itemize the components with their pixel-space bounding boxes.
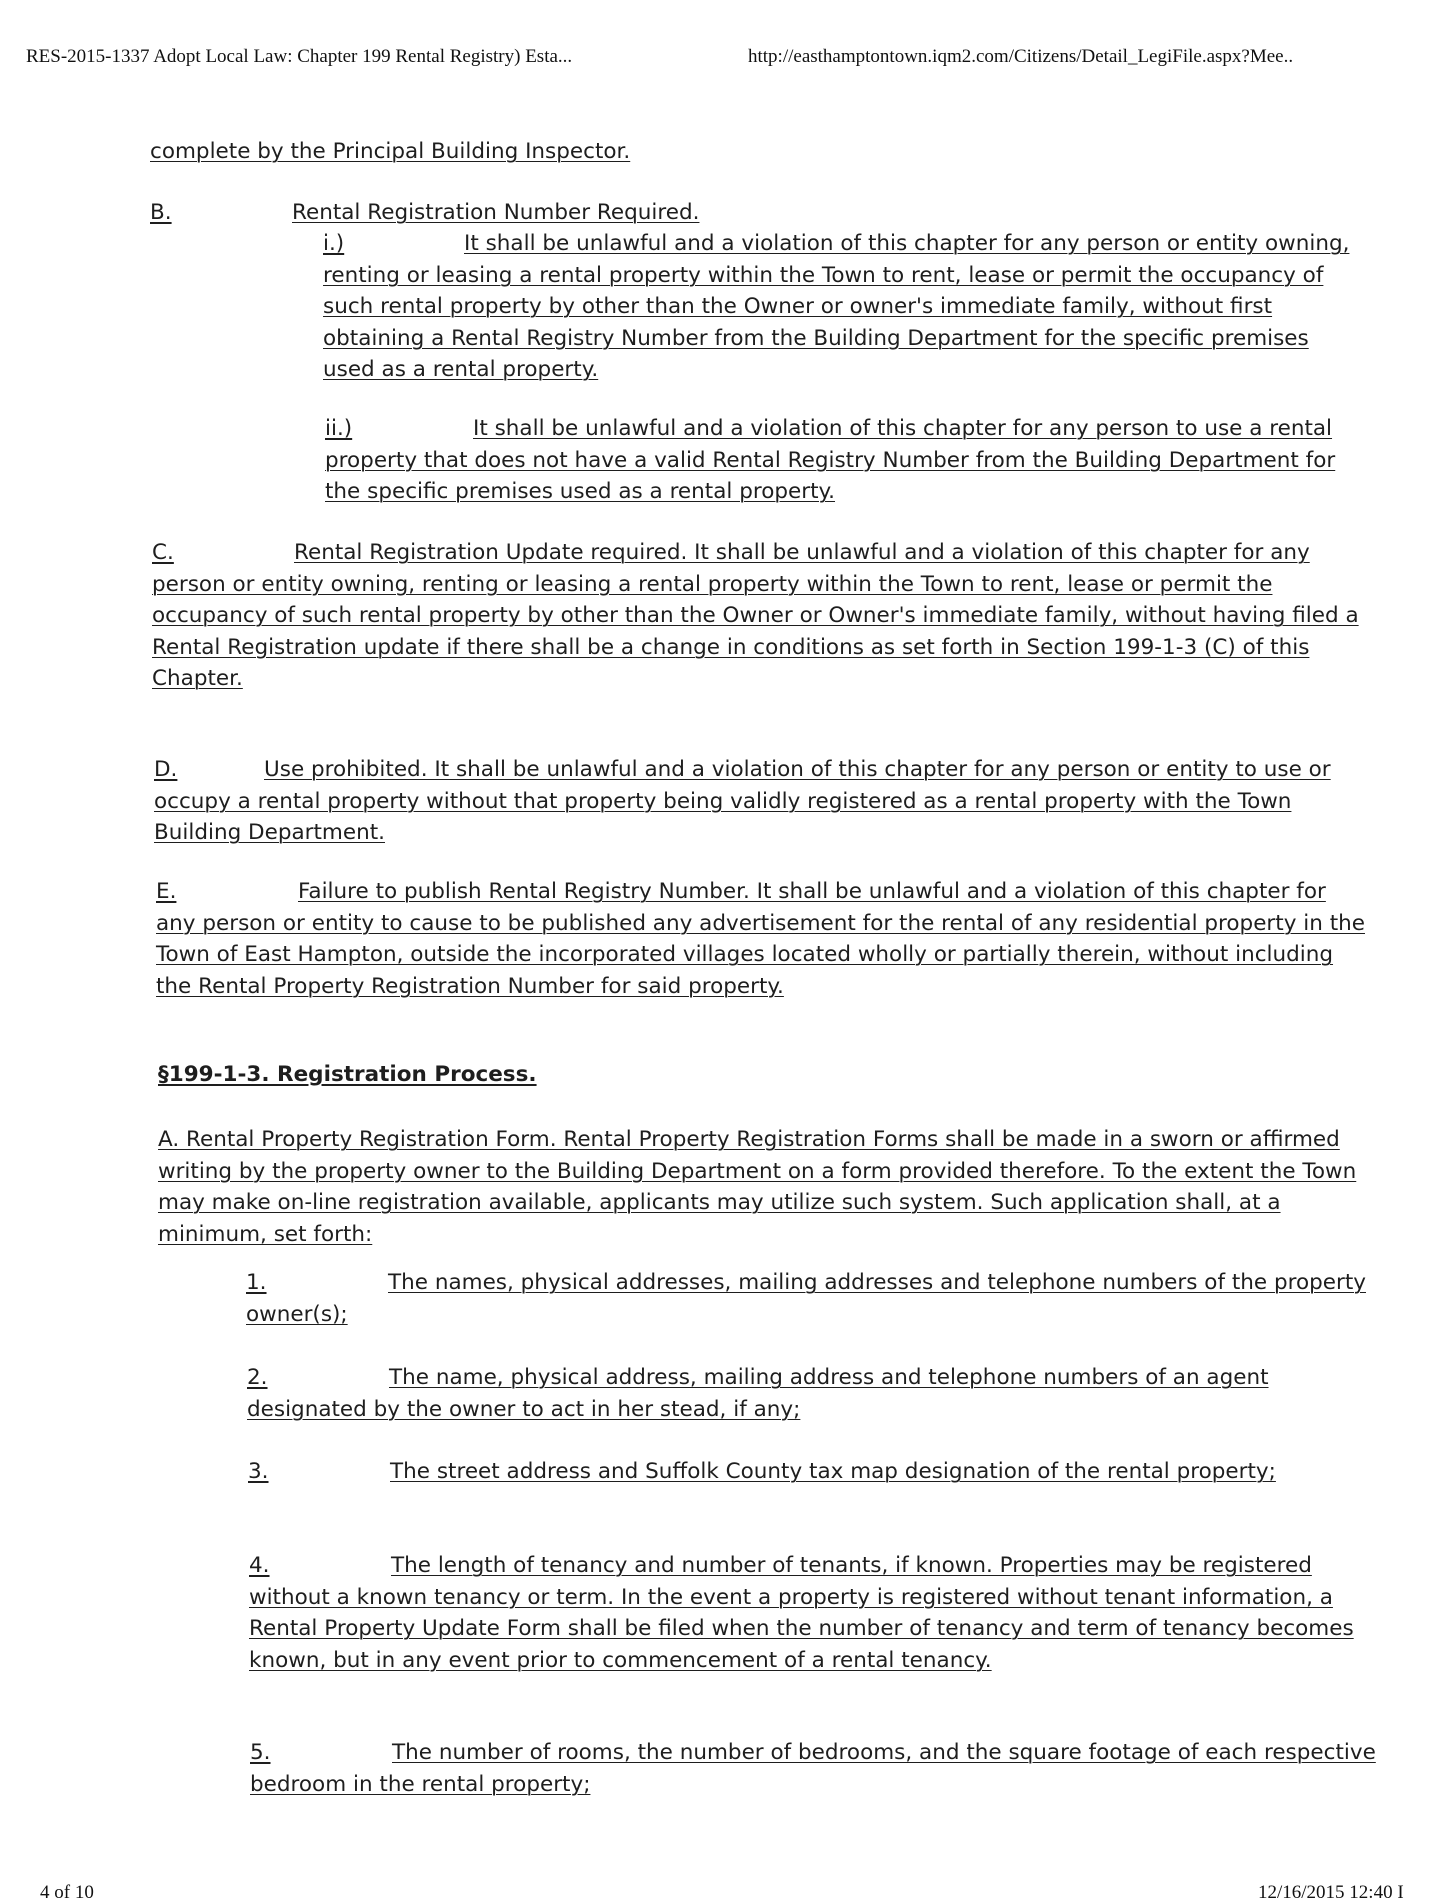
section-b-i-label: i.) [323,231,345,256]
list-item-4 [249,1550,1379,1676]
list-item-4-num: 4. [249,1553,270,1578]
section-e [156,876,1366,1002]
section-b-ii [325,413,1361,508]
list-item-2-num: 2. [247,1365,268,1390]
list-item-3-num: 3. [248,1459,269,1484]
list-item-1-text: The names, physical addresses, mailing addresses and telephone numbers of the property owner(s); [246,1270,1366,1327]
section-e-text: Failure to publish Rental Registry Number. It shall be unlawful and a violation of this chapter for any person or entity to cause to be published any advertisement for the rental of any residential property in the Town of East Hampton, outside the incorporated villages located wholly or partially therein, without including the Rental Property Registration Number for said property. [156,879,1365,999]
list-item-3-text: The street address and Suffolk County tax map designation of the rental property; [390,1459,1276,1484]
section-a [158,1124,1376,1250]
section-b-i [323,228,1359,386]
page-number: 4 of 10 [40,1882,94,1903]
list-item-5-num: 5. [250,1740,271,1765]
section-199-1-3-heading: §199-1-3. Registration Process. [158,1062,537,1087]
section-b-label: B. [150,200,172,225]
section-d-text: Use prohibited. It shall be unlawful and a violation of this chapter for any person or entity to use or occupy a rental property without that property being validly registered as a rental property with the Town Building Department. [154,757,1331,845]
section-b-ii-text: It shall be unlawful and a violation of this chapter for any person to use a rental property that does not have a valid Rental Registry Number from the Building Department for the specific premises used as a rental property. [325,416,1336,504]
section-c-text: Rental Registration Update required. It shall be unlawful and a violation of this chapter for any person or entity owning, renting or leasing a rental property within the Town to rent, lease or permit the occupancy of such rental property by other than the Owner or Owner's immediate family, without having filed a Rental Registration update if there shall be a change in conditions as set forth in Section 199-1-3 (C) of this Chapter. [152,540,1359,691]
section-d [154,754,1362,849]
section-b-ii-label: ii.) [325,416,353,441]
section-a-text: A. Rental Property Registration Form. Rental Property Registration Forms shall be made in a sworn or affirmed writing by the property owner to the Building Department on a form provided therefore. To the extent the Town may make on-line registration available, applicants may utilize such system. Such application shall, at a minimum, set forth: [158,1127,1357,1247]
section-c-label: C. [152,540,174,565]
list-item-2 [247,1362,1377,1425]
section-d-label: D. [154,757,178,782]
continuation-line: complete by the Principal Building Inspector. [150,139,631,164]
list-item-3 [248,1456,1378,1488]
print-header-url: http://easthamptontown.iqm2.com/Citizens/Detail_LegiFile.aspx?Mee.. [748,46,1294,67]
list-item-1 [246,1267,1376,1330]
list-item-5 [250,1737,1380,1800]
section-b-i-text: It shall be unlawful and a violation of this chapter for any person or entity owning, renting or leasing a rental property within the Town to rent, lease or permit the occupancy of such rental property by other than the Owner or owner's immediate family, without first obtaining a Rental Registry Number from the Building Department for the specific premises used as a rental property. [323,231,1350,382]
section-b-title: Rental Registration Number Required. [292,200,700,225]
section-b-heading [150,197,1350,229]
list-item-4-text: The length of tenancy and number of tenants, if known. Properties may be registered without a known tenancy or term. In the event a property is registered without tenant information, a Rental Property Update Form shall be filed when the number of tenancy and term of tenancy becomes known, but in any event prior to commencement of a rental tenancy. [249,1553,1354,1673]
print-timestamp: 12/16/2015 12:40 I [1258,1882,1404,1903]
list-item-1-num: 1. [246,1270,267,1295]
print-header-title: RES-2015-1337 Adopt Local Law: Chapter 199 Rental Registry) Esta... [26,46,573,67]
section-e-label: E. [156,879,177,904]
list-item-2-text: The name, physical address, mailing address and telephone numbers of an agent designated by the owner to act in her stead, if any; [247,1365,1269,1422]
list-item-5-text: The number of rooms, the number of bedrooms, and the square footage of each respective bedroom in the rental property; [250,1740,1376,1797]
section-c [152,537,1360,695]
